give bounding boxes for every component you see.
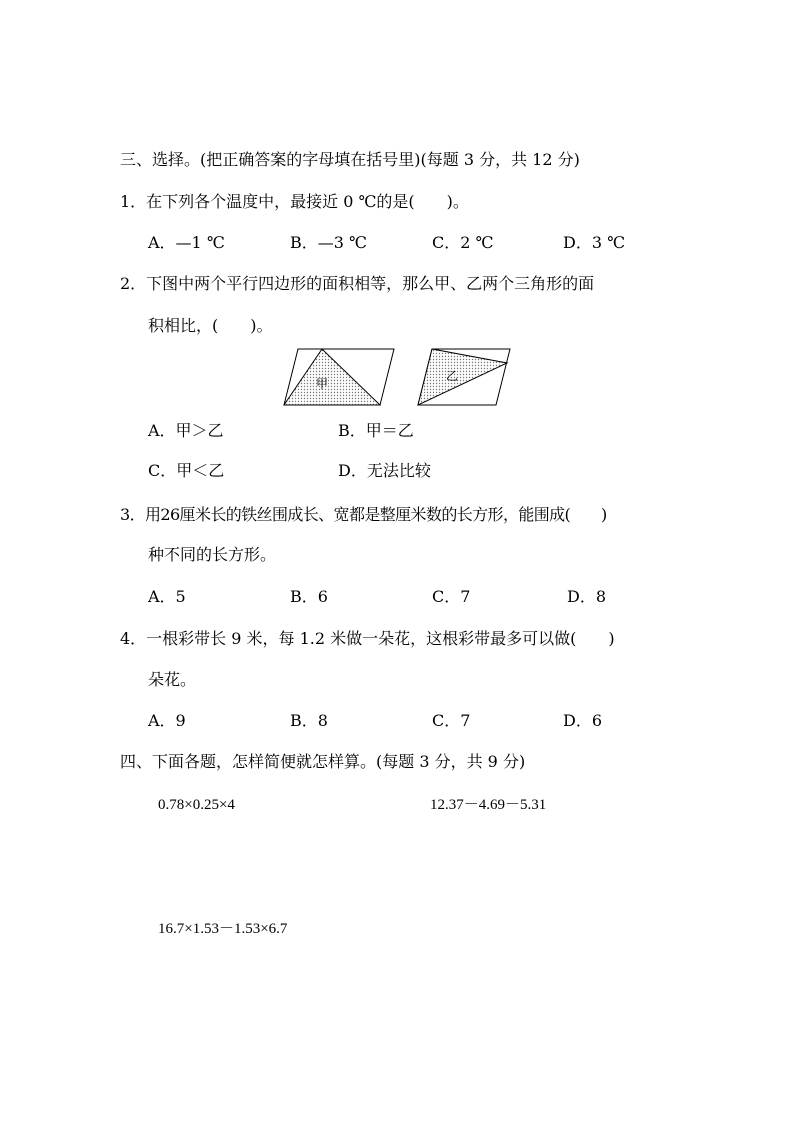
q2-stem-line1: 2．下图中两个平行四边形的面积相等，那么甲、乙两个三角形的面 (120, 274, 595, 293)
expression-2: 12.37－4.69－5.31 (430, 797, 547, 813)
q1-option-c: C．2 ℃ (432, 233, 494, 252)
expression-3: 16.7×1.53－1.53×6.7 (158, 921, 288, 937)
q4-stem-line2: 朵花。 (148, 670, 197, 689)
q4-option-d: D．6 (563, 711, 603, 730)
expression-1: 0.78×0.25×4 (158, 797, 235, 813)
section4-title: 四、下面各题，怎样简便就怎样算。(每题 3 分，共 9 分) (120, 752, 526, 771)
section3-title: 三、选择。(把正确答案的字母填在括号里)(每题 3 分，共 12 分) (120, 150, 580, 169)
q2-option-c: C．甲＜乙 (148, 461, 225, 480)
q1-option-d: D．3 ℃ (563, 233, 625, 252)
q1-stem: 1．在下列各个温度中，最接近 0 ℃的是( )。 (120, 192, 469, 211)
q2-option-d: D．无法比较 (338, 461, 431, 480)
q2-option-a: A．甲＞乙 (148, 421, 224, 440)
q2-stem-line2: 积相比，( )。 (148, 316, 273, 335)
q3-stem-line2: 种不同的长方形。 (148, 545, 277, 564)
q3-stem-line1: 3．用26厘米长的铁丝围成长、宽都是整厘米数的长方形，能围成( ) (120, 505, 607, 524)
q3-option-c: C．7 (432, 587, 471, 606)
q4-option-b: B．8 (290, 711, 328, 730)
q1-option-b: B．—3 ℃ (290, 233, 367, 252)
triangle-jia (284, 349, 380, 405)
q2-option-b: B．甲＝乙 (338, 421, 414, 440)
q4-stem-line1: 4．一根彩带长 9 米，每 1.2 米做一朵花，这根彩带最多可以做( ) (120, 629, 615, 648)
q3-option-d: D．8 (567, 587, 607, 606)
q3-option-b: B．6 (290, 587, 328, 606)
parallelogram-figure (270, 340, 520, 410)
q1-option-a: A．—1 ℃ (148, 233, 225, 252)
triangle-jia-label: 甲 (316, 377, 329, 391)
triangle-yi-label: 乙 (446, 369, 459, 383)
q4-option-c: C．7 (432, 711, 471, 730)
q3-option-a: A．5 (148, 587, 186, 606)
triangle-yi (418, 349, 507, 405)
q4-option-a: A．9 (148, 711, 186, 730)
